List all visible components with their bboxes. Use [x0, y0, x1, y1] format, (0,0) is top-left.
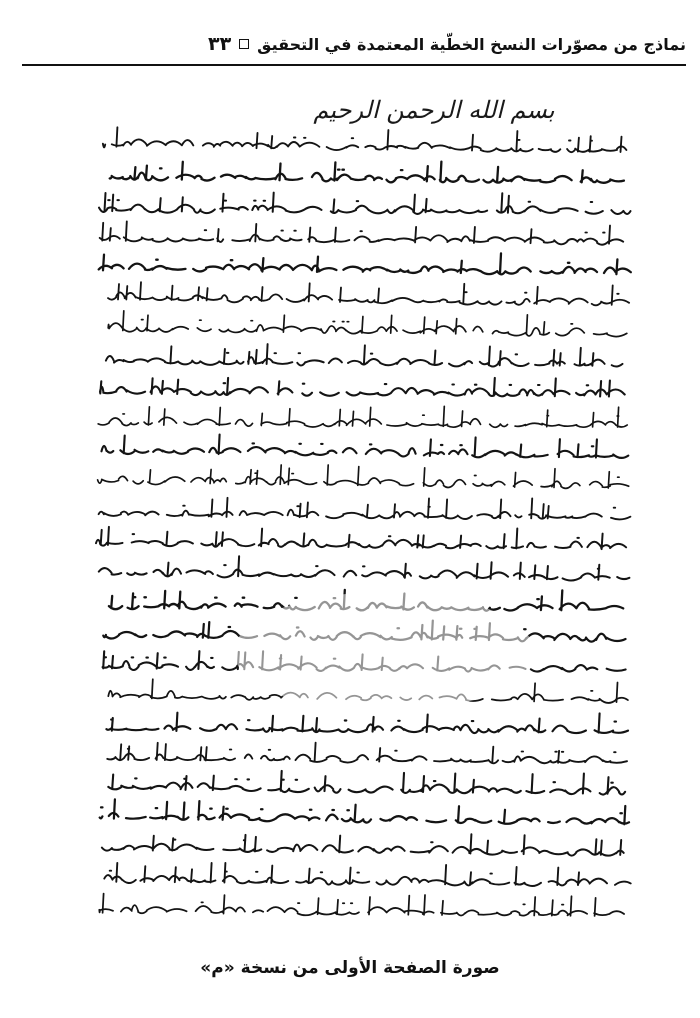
- manuscript-handwriting-line: [99, 253, 631, 274]
- manuscript-handwriting-line: [108, 282, 629, 305]
- manuscript-handwriting-line: [104, 863, 630, 886]
- manuscript-handwriting-line: [108, 771, 625, 795]
- manuscript-handwriting-line: [99, 894, 624, 916]
- manuscript-basmala: بسم الله الرحمن الرحيم: [313, 96, 555, 124]
- manuscript-image: [84, 92, 644, 932]
- page-number: ٣٣: [207, 33, 232, 55]
- square-separator-icon: [239, 39, 249, 49]
- header-title: نماذج من مصوّرات النسخ الخطّية المعتمدة في التحقيق: [257, 34, 686, 54]
- manuscript-handwriting-line: [99, 556, 630, 580]
- manuscript-handwriting-line: [99, 498, 631, 520]
- manuscript-handwriting-line: [100, 221, 624, 244]
- faded-paper-area: [234, 592, 534, 712]
- manuscript-handwriting-line: [99, 193, 631, 214]
- header-rule: [22, 64, 686, 66]
- manuscript-handwriting-line: [96, 527, 626, 549]
- manuscript-handwriting-line: [106, 713, 628, 733]
- manuscript-handwriting-line: [107, 743, 627, 764]
- manuscript-handwriting-line: [100, 799, 629, 824]
- manuscript-handwriting-line: [108, 311, 627, 337]
- manuscript-handwriting-line: [102, 834, 624, 855]
- manuscript-handwriting-line: [100, 378, 625, 397]
- figure-caption: صورة الصفحة الأولى من نسخة «م»: [200, 958, 500, 978]
- handwritten-manuscript-page: [84, 92, 644, 932]
- manuscript-handwriting-lines: [96, 127, 631, 916]
- manuscript-handwriting-line: [102, 435, 629, 458]
- running-header: [22, 26, 686, 62]
- manuscript-handwriting-line: [98, 406, 627, 427]
- manuscript-handwriting-line: [98, 465, 629, 488]
- manuscript-handwriting-line: [103, 127, 627, 152]
- manuscript-handwriting-line: [106, 344, 623, 366]
- manuscript-handwriting-line: [110, 162, 624, 183]
